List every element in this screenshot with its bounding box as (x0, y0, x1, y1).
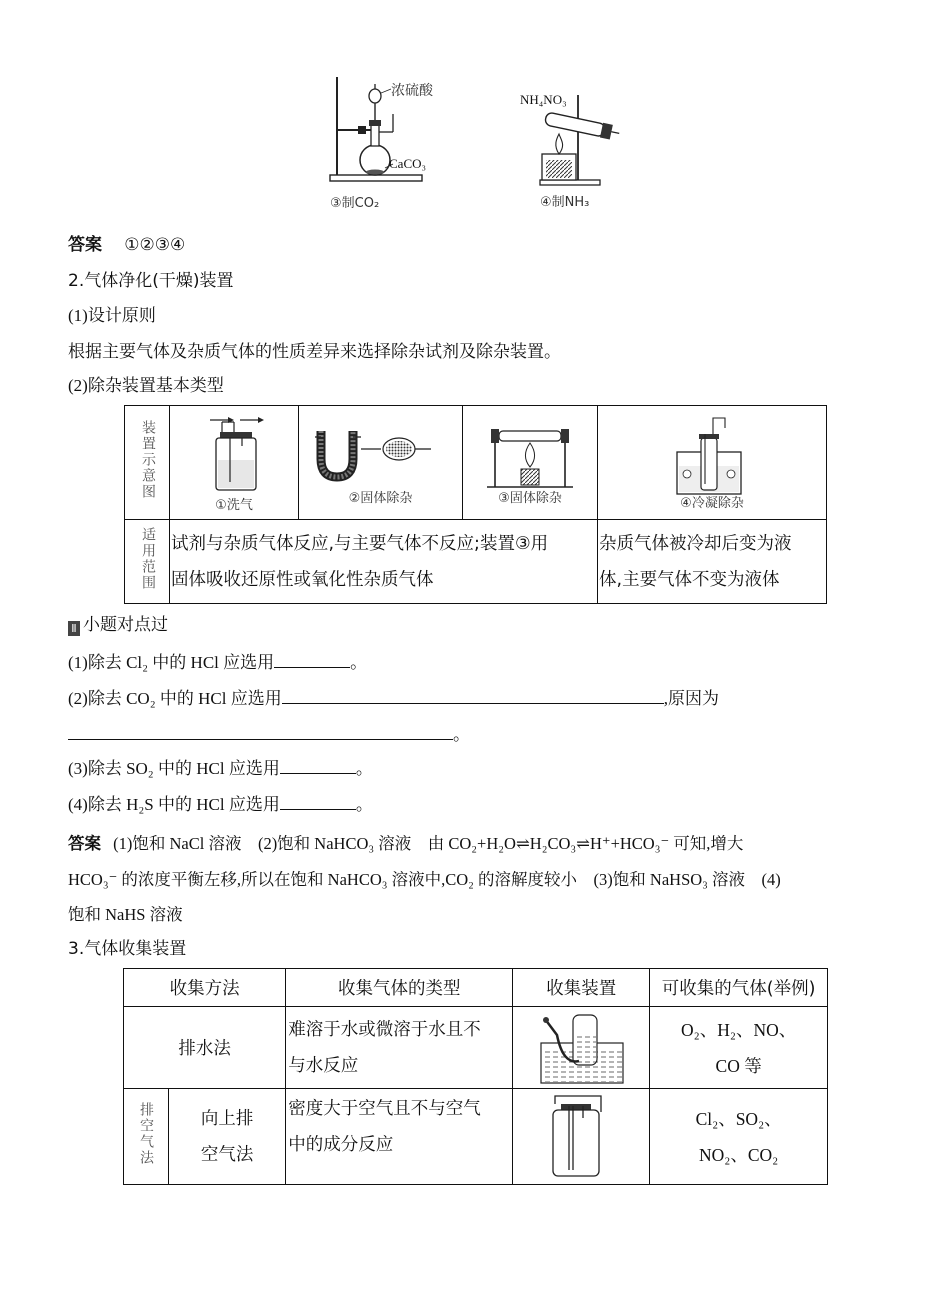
answer-text: ①②③④ (124, 235, 186, 254)
caption-condense: ④冷凝除杂 (680, 496, 744, 511)
purification-table (124, 405, 827, 604)
acid-label: 浓硫酸 (391, 83, 433, 99)
answer-blank-4[interactable] (280, 793, 356, 810)
answer-blank-3[interactable] (280, 757, 356, 774)
condenser-icon (647, 414, 777, 498)
fig3-caption: ③制CO₂ (330, 196, 380, 211)
row-header-diagram: 装置示意图 (125, 406, 170, 520)
gases-water: O₂、H₂、NO、 CO 等 (650, 1007, 828, 1089)
type-water: 难溶于水或微溶于水且不 与水反应 (286, 1007, 513, 1089)
practice-icon: Ⅱ (68, 621, 80, 636)
method-upward-air: 向上排 空气法 (169, 1089, 286, 1185)
answer-blank-1[interactable] (274, 651, 350, 668)
answer-1 (68, 230, 185, 255)
header-device: 收集装置 (513, 969, 650, 1007)
answer-label: 答案 (68, 235, 102, 255)
answer-blank-2[interactable] (282, 687, 664, 704)
answer-2-line1: 答案 (1)饱和 NaCl 溶液 (2)饱和 NaHCO₃ 溶液 由 CO₂+H₂O⇌H₂CO₃⇌H⁺+HCO₃⁻ 可知,增大 (68, 834, 744, 853)
header-examples: 可收集的气体(举例) (650, 969, 828, 1007)
figure-nh3-apparatus (520, 90, 630, 212)
range-right (598, 520, 827, 604)
cell-wash-bottle (170, 406, 299, 520)
design-principle-label: (1)设计原则 (68, 306, 156, 325)
answer-blank-2-reason[interactable] (68, 723, 453, 740)
question-2: (2)除去 CO₂ 中的 HCl 应选用 ,原因为 (68, 689, 719, 708)
header-method: 收集方法 (124, 969, 286, 1007)
collection-table (123, 968, 828, 1185)
range-left-line1: 试剂与杂质气体反应,与主要气体不反应;装置③用 (171, 533, 549, 554)
range-left (170, 520, 598, 604)
header-gas-type: 收集气体的类型 (286, 969, 513, 1007)
upward-air-bottle-icon (513, 1092, 647, 1182)
fig4-caption: ④制NH₃ (540, 195, 590, 210)
wash-bottle-icon (170, 412, 298, 498)
answer-2-label: 答案 (68, 834, 101, 853)
section-3-heading: 3.气体收集装置 (68, 939, 187, 959)
answer-2-line3: 饱和 NaHS 溶液 (68, 905, 183, 924)
question-4: (4)除去 H₂S 中的 HCl 应选用 。 (68, 795, 373, 814)
heated-tube-icon (465, 419, 595, 489)
nh4no3-label: NH₄NO₃ (520, 92, 567, 107)
device-types-label: (2)除杂装置基本类型 (68, 376, 224, 395)
design-principle-text: 根据主要气体及杂质气体的性质差异来选择除杂试剂及除杂装置。 (68, 342, 561, 361)
practice-title-row (68, 610, 168, 636)
caption-solid-1: ②固体除杂 (348, 491, 413, 506)
caption-wash: ①洗气 (215, 498, 253, 513)
method-water: 排水法 (124, 1007, 286, 1089)
cell-heated-tube (463, 406, 598, 520)
range-right-line1: 杂质气体被冷却后变为液 (599, 533, 792, 554)
method-group-air: 排空气法 (124, 1089, 169, 1185)
u-tube-icon (301, 419, 461, 489)
answer-2-line2: HCO₃⁻ 的浓度平衡左移,所以在饱和 NaHCO₃ 溶液中,CO₂ 的溶解度较小 (3)饱和 NaHSO₃ 溶液 (4) (68, 870, 781, 889)
water-displacement-icon (513, 1009, 647, 1087)
range-left-line2: 固体吸收还原性或氧化性杂质气体 (171, 569, 434, 590)
caption-solid-2: ③固体除杂 (498, 491, 562, 506)
cell-condenser (598, 406, 827, 520)
range-right-line2: 体,主要气体不变为液体 (599, 569, 780, 590)
figure-co2-apparatus (325, 72, 445, 212)
question-3: (3)除去 SO₂ 中的 HCl 应选用 。 (68, 759, 373, 778)
device-upward-air (513, 1089, 650, 1185)
row-header-range: 适用范围 (125, 520, 170, 604)
gases-upward-air: Cl₂、SO₂、 NO₂、CO₂ (650, 1089, 828, 1185)
question-2-reason: 。 (68, 720, 470, 745)
device-water (513, 1007, 650, 1089)
caco3-label: CaCO₃ (389, 156, 427, 171)
type-upward-air: 密度大于空气且不与空气 中的成分反应 (286, 1089, 513, 1185)
question-1: (1)除去 Cl₂ 中的 HCl 应选用 。 (68, 653, 368, 672)
section-2-heading: 2.气体净化(干燥)装置 (68, 271, 234, 291)
practice-title: 小题对点过 (83, 615, 168, 635)
cell-u-tube (299, 406, 463, 520)
